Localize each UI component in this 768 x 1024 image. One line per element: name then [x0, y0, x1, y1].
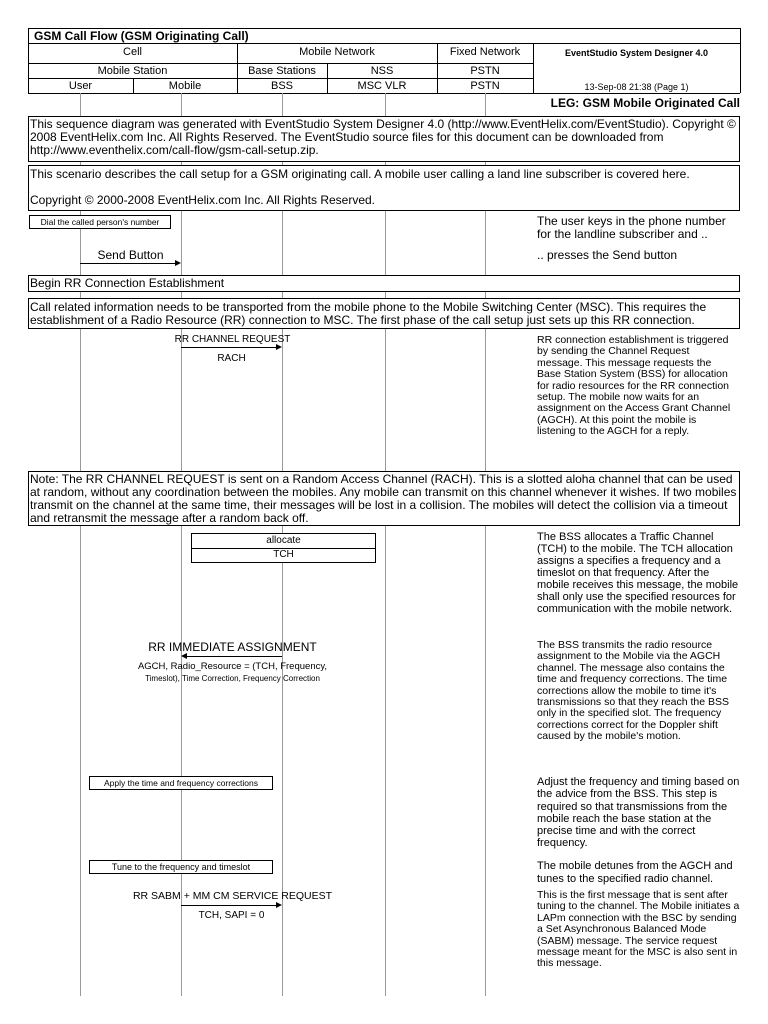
- sabm-note: This is the first message that is sent after tuning to the channel. The Mobile initiates a LAPm connection with the BSC by sending a Set Asynchronous Balanced Mode (SABM) message. The service request message meant for the MSC is also sent in this message.: [537, 889, 740, 970]
- entity-user: User: [68, 80, 93, 92]
- lifeline-msc-vlr: [385, 93, 386, 996]
- tune-action-box: [89, 860, 273, 874]
- tune-action-text: Tune to the frequency and timeslot: [111, 862, 251, 872]
- apply-note: Adjust the frequency and timing based on the advice from the BSS. This step is required so that transmissions from the mobile reach the base station at the precise time and with the correct frequency.: [537, 776, 740, 850]
- send-note: .. presses the Send button: [537, 248, 678, 262]
- rr-intro-text: Call related information needs to be transported from the mobile phone to the Mobile Switching Center (MSC). This requires the establishment of a Radio Resource (RR) connection to MSC. The first phase of the call setup just sets up this RR connection.: [30, 300, 707, 327]
- generated-note-text: This sequence diagram was generated with EventStudio System Designer 4.0 (http://www.EventHelix.com/EventStudio). Copyright © 2008 EventHelix.com Inc. All Rights Reserved. The EventStudio source files for this document can be downloaded from http://www.eventhelix.com/call-flow/gsm-call-setup.zip.: [30, 117, 736, 157]
- allocate-box: [191, 533, 376, 563]
- group-mobile-station: Mobile Station: [97, 65, 168, 77]
- lifeline-pstn: [485, 93, 486, 996]
- chan-req-note: RR connection establishment is triggered by sending the Channel Request message. This message requests the Base Station System (BSS) for allocation for radio resources for the RR connection setup. The mobile now waits for an assignment on the Access Grant Channel (AGCH). At this point the mobile is listening to the AGCH for a reply.: [537, 334, 731, 438]
- entity-bss: BSS: [270, 80, 293, 92]
- chan-req-label: RR CHANNEL REQUEST: [174, 334, 291, 345]
- group-pstn: PSTN: [470, 65, 500, 77]
- chan-req-sub: RACH: [217, 353, 246, 364]
- entity-pstn: PSTN: [470, 80, 500, 92]
- group-nss: NSS: [370, 65, 394, 77]
- imm-assign-note: The BSS transmits the radio resource assignment to the Mobile via the AGCH channel. The message also contains the time and frequency corrections. The time corrections allow the mobile to time it's transmissions so that they reach the BSS only in the specified slot. The frequency corrections correct for the Doppler shift caused by the mobile's motion.: [537, 639, 730, 743]
- sabm-sub: TCH, SAPI = 0: [198, 910, 265, 921]
- chan-req-arrowhead: [276, 344, 282, 350]
- send-button-arrow: [80, 263, 175, 264]
- apply-action-box: [89, 776, 273, 790]
- entity-mobile: Mobile: [168, 80, 202, 92]
- rach-note-box: [28, 471, 740, 526]
- imm-assign-arrowhead: [181, 653, 187, 659]
- imm-assign-sub1: AGCH, Radio_Resource = (TCH, Frequency,: [137, 661, 328, 672]
- imm-assign-label: RR IMMEDIATE ASSIGNMENT: [148, 640, 317, 654]
- rr-intro-box: [28, 298, 740, 329]
- tune-note: The mobile detunes from the AGCH and tunes to the specified radio channel.: [537, 860, 733, 885]
- imm-assign-arrow: [187, 656, 282, 657]
- product-name: EventStudio System Designer 4.0: [564, 48, 709, 58]
- copyright-text: Copyright © 2000-2008 EventHelix.com Inc. All Rights Reserved.: [30, 193, 376, 207]
- group-base-stations: Base Stations: [248, 65, 316, 77]
- rr-begin-text: Begin RR Connection Establishment: [30, 276, 225, 290]
- dial-note: The user keys in the phone number for the landline subscriber and ..: [537, 214, 726, 241]
- date-page: 13-Sep-08 21:38 (Page 1): [584, 82, 689, 92]
- group-fixed-network: Fixed Network: [449, 46, 521, 58]
- rr-begin-box: [28, 275, 740, 292]
- imm-assign-sub2: Timeslot), Time Correction, Frequency Correction: [145, 674, 320, 683]
- sabm-arrow: [181, 905, 276, 906]
- entity-msc-vlr: MSC VLR: [357, 80, 407, 92]
- dial-action-text: Dial the called person's number: [40, 217, 160, 227]
- leg-title: LEG: GSM Mobile Originated Call: [550, 96, 740, 110]
- group-mobile-network: Mobile Network: [299, 46, 375, 58]
- scenario-text: This scenario describes the call setup for a GSM originating call. A mobile user calling a land line subscriber is covered here.: [30, 167, 690, 181]
- generated-note: [28, 116, 740, 162]
- diagram-title: GSM Call Flow (GSM Originating Call): [34, 29, 249, 43]
- allocate-label: allocate: [266, 535, 301, 546]
- allocate-note: The BSS allocates a Traffic Channel (TCH) to the mobile. The TCH allocation assigns a specifies a frequency and a timeslot on that frequency. After the mobile receives this message, the mobile shall only use the specified resources for communication with the mobile network.: [537, 531, 739, 615]
- rach-note-text: Note: The RR CHANNEL REQUEST is sent on a Random Access Channel (RACH). This is a slotted aloha channel that can be used at random, without any coordination between the mobiles. Any mobile can transmit on this channel whenever it wishes. If two mobiles transmit on the channel at the same time, their messages will be lost in a collision. The mobiles will detect the collision via a timeout and retransmit the message after a random back off.: [30, 472, 737, 525]
- send-button-label: Send Button: [97, 248, 164, 262]
- allocate-sub: TCH: [273, 549, 294, 560]
- sabm-arrowhead: [276, 902, 282, 908]
- chan-req-arrow: [181, 347, 276, 348]
- sabm-label: RR SABM + MM CM SERVICE REQUEST: [132, 890, 333, 902]
- group-cell: Cell: [123, 46, 142, 58]
- dial-action-box: [29, 215, 171, 229]
- scenario-note: [28, 165, 740, 211]
- apply-action-text: Apply the time and frequency corrections: [103, 778, 259, 788]
- send-button-arrowhead: [175, 260, 181, 266]
